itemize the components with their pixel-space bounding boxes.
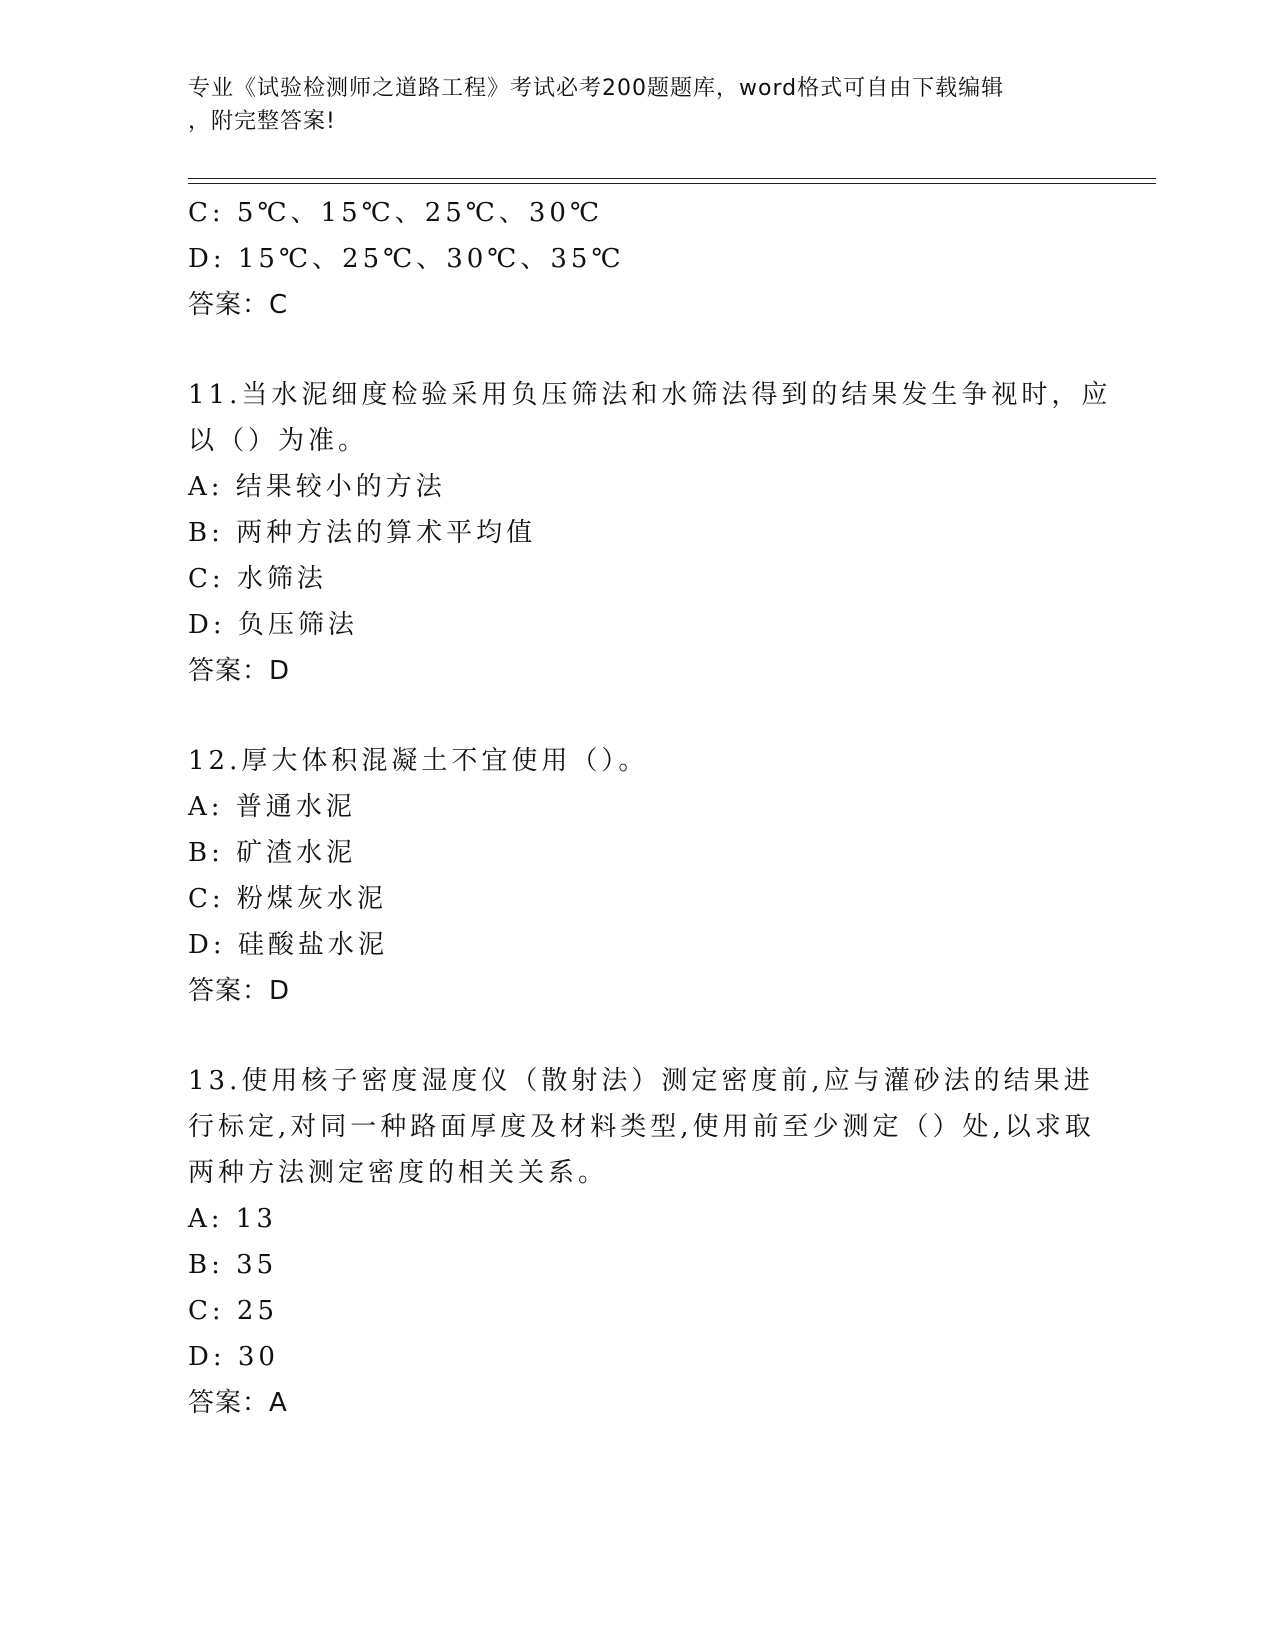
question-stem-line-2: 以（）为准。 — [188, 426, 369, 456]
question-10 — [188, 190, 1088, 328]
option-a: A: 13 — [188, 1204, 277, 1234]
question-stem-line-1: 12.厚大体积混凝土不宜使用（）。 — [188, 746, 649, 776]
option-c: C: 水筛法 — [188, 564, 327, 594]
question-13 — [188, 1058, 1095, 1426]
spacer — [188, 1014, 1088, 1058]
question-stem-line-1: 13.使用核子密度湿度仪（散射法）测定密度前,应与灌砂法的结果进 — [188, 1066, 1094, 1096]
option-c: C: 5℃、15℃、25℃、30℃ — [188, 198, 604, 228]
question-12 — [188, 738, 1088, 1014]
header-line-2: ，附完整答案! — [188, 109, 336, 134]
option-d: D: 15℃、25℃、30℃、35℃ — [188, 244, 625, 274]
option-a: A: 结果较小的方法 — [188, 472, 446, 502]
header-divider-top — [188, 178, 1156, 179]
question-11 — [188, 372, 1112, 694]
header-line-1: 专业《试验检测师之道路工程》考试必考200题题库，word格式可自由下载编辑 — [188, 76, 1005, 101]
spacer — [188, 328, 1088, 372]
answer: 答案：D — [188, 976, 291, 1006]
question-content — [188, 190, 1112, 1426]
option-a: A: 普通水泥 — [188, 792, 356, 822]
question-stem-line-2: 行标定,对同一种路面厚度及材料类型,使用前至少测定（）处,以求取 — [188, 1112, 1095, 1142]
page-header — [188, 72, 1068, 138]
question-stem-line-3: 两种方法测定密度的相关关系。 — [188, 1158, 609, 1188]
header-divider-bottom — [188, 183, 1156, 184]
option-d: D: 30 — [188, 1342, 279, 1372]
option-b: B: 矿渣水泥 — [188, 838, 357, 868]
option-d: D: 硅酸盐水泥 — [188, 930, 388, 960]
answer: 答案：A — [188, 1388, 288, 1418]
answer: 答案：D — [188, 656, 291, 686]
question-stem-line-1: 11.当水泥细度检验采用负压筛法和水筛法得到的结果发生争视时，应 — [188, 380, 1112, 410]
option-b: B: 两种方法的算术平均值 — [188, 518, 537, 548]
option-c: C: 25 — [188, 1296, 279, 1326]
option-b: B: 35 — [188, 1250, 278, 1280]
option-d: D: 负压筛法 — [188, 610, 358, 640]
answer: 答案：C — [188, 290, 289, 320]
option-c: C: 粉煤灰水泥 — [188, 884, 387, 914]
spacer — [188, 694, 1088, 738]
